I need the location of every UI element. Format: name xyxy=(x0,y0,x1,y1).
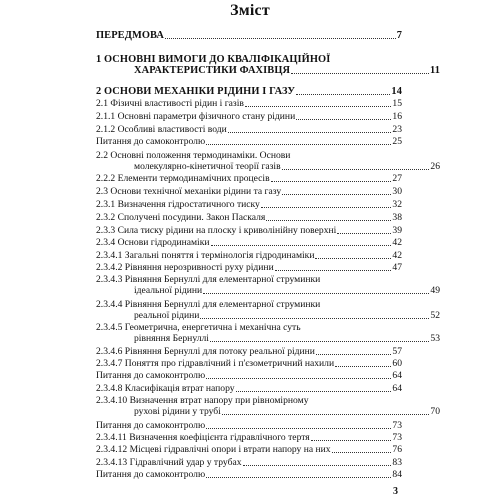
toc-page-number: 49 xyxy=(430,285,440,296)
toc-entry[interactable] xyxy=(96,383,402,394)
toc-page-number: 11 xyxy=(429,65,440,76)
toc-entry-continuation: ідеальної рідини xyxy=(134,285,203,296)
toc-entry[interactable] xyxy=(96,237,402,248)
dot-leader xyxy=(291,67,429,74)
toc-entry-title: 1 ОСНОВНІ ВИМОГИ ДО КВАЛІФІКАЦІЙНОЇ xyxy=(96,54,331,65)
toc-entry[interactable] xyxy=(96,444,402,455)
toc-entry-title: Питання до самоконтролю xyxy=(96,469,206,480)
toc-page-number: 27 xyxy=(392,173,402,184)
toc-page-number: 42 xyxy=(392,237,402,248)
dot-leader xyxy=(206,138,391,145)
toc-entry-title: 2.3.4.10 Визначення втрат напору при рівномірному xyxy=(96,395,309,406)
dot-leader xyxy=(165,32,396,39)
toc-entry[interactable] xyxy=(96,199,402,210)
toc-entry[interactable] xyxy=(96,262,402,273)
toc-entry-title: 2.3.2 Сполучені посудини. Закон Паскаля xyxy=(96,212,266,223)
dot-leader xyxy=(275,264,392,271)
toc-entry-continuation: рівняння Бернуллі xyxy=(134,333,209,344)
page-title: Зміст xyxy=(230,2,270,19)
toc-entry[interactable] xyxy=(96,173,402,184)
toc-entry[interactable] xyxy=(96,299,440,321)
toc-page-number: 30 xyxy=(392,186,402,197)
toc-entry[interactable] xyxy=(96,250,402,261)
dot-leader xyxy=(337,227,391,234)
toc-entry-title: 2.3.4.4 Рівняння Бернуллі для елементарної струминки xyxy=(96,299,321,310)
toc-entry[interactable] xyxy=(96,395,440,417)
toc-page-number: 57 xyxy=(392,346,402,357)
toc-entry-continuation: реальної рідини xyxy=(134,310,200,321)
dot-leader xyxy=(245,100,392,107)
dot-leader xyxy=(243,459,392,466)
toc-entry[interactable] xyxy=(96,54,440,76)
toc-page-number: 39 xyxy=(392,225,402,236)
toc-entry[interactable] xyxy=(96,30,402,41)
toc-entry-title: 2.3.4.2 Рівняння нерозривності руху рідини xyxy=(96,262,274,273)
toc-page-number: 47 xyxy=(392,262,402,273)
toc-page-number: 84 xyxy=(392,469,402,480)
toc-entry-title: 2.3.4.5 Геометрична, енергетична і механічна суть xyxy=(96,322,301,333)
toc-entry[interactable] xyxy=(96,212,402,223)
dot-leader xyxy=(222,408,430,415)
toc-page-number: 73 xyxy=(392,420,402,431)
toc-page-number: 15 xyxy=(392,98,402,109)
toc-page-number: 76 xyxy=(392,444,402,455)
dot-leader xyxy=(335,360,391,367)
toc-entry-title: 2.3.4.12 Місцеві гідравлічні опори і втрати напору на них xyxy=(96,444,331,455)
toc-entry[interactable] xyxy=(96,124,402,135)
toc-entry-title: 2.1.2 Особливі властивості води xyxy=(96,124,227,135)
toc-entry[interactable] xyxy=(96,370,402,381)
toc-entry[interactable] xyxy=(96,432,402,443)
toc-entry[interactable] xyxy=(96,346,402,357)
dot-leader xyxy=(206,422,391,429)
toc-entry-title: Питання до самоконтролю xyxy=(96,136,206,147)
dot-leader xyxy=(211,239,392,246)
toc-entry-title: 2.3.4 Основи гідродинаміки xyxy=(96,237,210,248)
toc-entry[interactable] xyxy=(96,469,402,480)
toc-entry-title: 2.3.4.8 Класифікація втрат напору xyxy=(96,383,235,394)
toc-page-number: 70 xyxy=(430,406,440,417)
toc-entry-title: 2.3.3 Сила тиску рідини на плоску і криволінійну поверхні xyxy=(96,225,337,236)
toc-page-number: 23 xyxy=(392,124,402,135)
dot-leader xyxy=(296,88,390,95)
toc-page-number: 64 xyxy=(392,383,402,394)
dot-leader xyxy=(266,214,391,221)
toc-entry-title: Питання до самоконтролю xyxy=(96,420,206,431)
dot-leader xyxy=(315,252,391,259)
toc-entry-title: 2.3.4.6 Рівняння Бернуллі для потоку реальної рідини xyxy=(96,346,315,357)
toc-page-number: 64 xyxy=(392,370,402,381)
toc-page-number: 14 xyxy=(391,86,402,97)
toc-page-number: 16 xyxy=(392,111,402,122)
toc-page-number: 25 xyxy=(392,136,402,147)
toc-entry-title: 2.3.1 Визначення гідростатичного тиску xyxy=(96,199,260,210)
toc-entry-title: 2.3.4.3 Рівняння Бернуллі для елементарної струминки xyxy=(96,274,321,285)
toc-entry-title: Питання до самоконтролю xyxy=(96,370,206,381)
toc-entry[interactable] xyxy=(96,186,402,197)
toc-entry-title: 2.3.4.13 Гідравлічний удар у трубах xyxy=(96,457,242,468)
toc-entry[interactable] xyxy=(96,420,402,431)
toc-entry-title: ПЕРЕДМОВА xyxy=(96,30,165,41)
toc-entry[interactable] xyxy=(96,322,440,344)
toc-page-number: 32 xyxy=(392,199,402,210)
toc-entry[interactable] xyxy=(96,86,402,97)
toc-page-number: 83 xyxy=(392,457,402,468)
toc-entry-continuation: ХАРАКТЕРИСТИКИ ФАХІВЦЯ xyxy=(134,65,291,76)
toc-entry-title: 2.1 Фізичні властивості рідин і газів xyxy=(96,98,244,109)
toc-page-number: 53 xyxy=(430,333,440,344)
toc-page-number: 42 xyxy=(392,250,402,261)
dot-leader xyxy=(271,175,392,182)
toc-entry-title: 2.2 Основні положення термодинаміки. Основи xyxy=(96,150,291,161)
toc-entry[interactable] xyxy=(96,111,402,122)
dot-leader xyxy=(316,348,391,355)
toc-entry[interactable] xyxy=(96,225,402,236)
toc-entry[interactable] xyxy=(96,98,402,109)
toc-entry-title: 2.1.1 Основні параметри фізичного стану рідини xyxy=(96,111,296,122)
dot-leader xyxy=(282,163,430,170)
toc-entry-title: 2.3.4.1 Загальні поняття і термінологія гідродинаміки xyxy=(96,250,315,261)
toc-entry[interactable] xyxy=(96,358,402,369)
dot-leader xyxy=(236,385,392,392)
toc-entry[interactable] xyxy=(96,274,440,296)
toc-entry-continuation: молекулярно-кінетичної теорії газів xyxy=(134,161,281,172)
toc-page-number: 60 xyxy=(392,358,402,369)
dot-leader xyxy=(210,335,429,342)
toc-page-number: 26 xyxy=(430,161,440,172)
toc-entry[interactable] xyxy=(96,136,402,147)
toc-page-number: 38 xyxy=(392,212,402,223)
toc-entry-continuation: руховi рідини у трубі xyxy=(134,406,221,417)
dot-leader xyxy=(206,372,391,379)
dot-leader xyxy=(206,471,391,478)
dot-leader xyxy=(311,434,392,441)
toc-page-number: 52 xyxy=(430,310,440,321)
dot-leader xyxy=(282,188,391,195)
dot-leader xyxy=(228,126,392,133)
dot-leader xyxy=(200,312,429,319)
toc-page-number: 73 xyxy=(392,432,402,443)
toc-entry-title: 2 ОСНОВИ МЕХАНІКИ РІДИНИ І ГАЗУ xyxy=(96,86,296,97)
toc-entry[interactable] xyxy=(96,457,402,468)
dot-leader xyxy=(332,446,392,453)
dot-leader xyxy=(203,287,429,294)
toc-page-number: 7 xyxy=(396,30,402,41)
toc-entry-title: 2.3 Основи технічної механіки рідини та газу xyxy=(96,186,282,197)
toc-entry[interactable] xyxy=(96,150,440,172)
dot-leader xyxy=(261,201,392,208)
toc-entry-title: 2.3.4.7 Поняття про гідравлічний і п'єзометричний нахили xyxy=(96,358,335,369)
dot-leader xyxy=(296,113,391,120)
page-number: 3 xyxy=(393,486,398,497)
toc-entry-title: 2.3.4.11 Визначення коефіцієнта гідравлічного тертя xyxy=(96,432,310,443)
toc-entry-title: 2.2.2 Елементи термодинамічних процесів xyxy=(96,173,270,184)
